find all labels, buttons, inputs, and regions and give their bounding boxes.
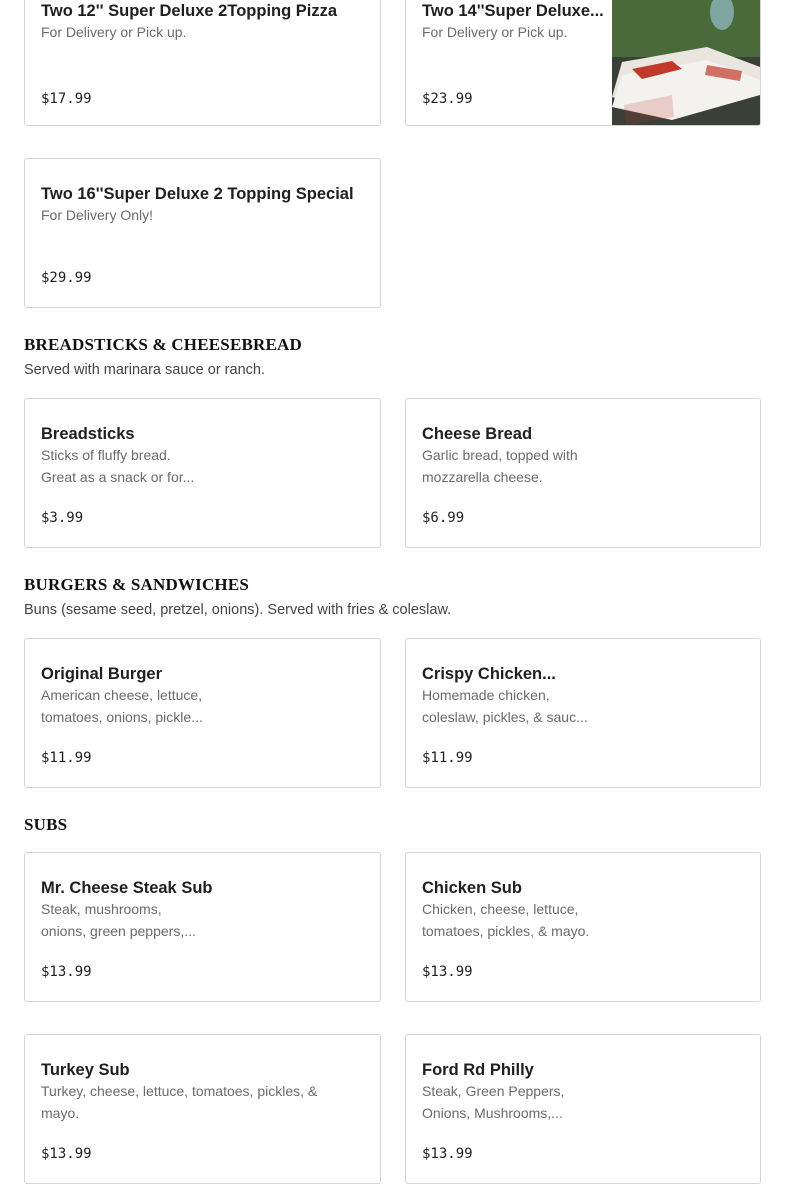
menu-item-name: Turkey Sub (41, 1061, 130, 1079)
menu-item-price: $13.99 (422, 964, 473, 980)
menu-item-name: Two 12'' Super Deluxe 2Topping Pizza (41, 2, 338, 20)
menu-item-price: $3.99 (41, 510, 84, 526)
menu-item-card[interactable] (24, 0, 381, 126)
menu-item-card[interactable] (24, 1034, 381, 1184)
menu-item-name: Breadsticks (41, 425, 135, 443)
menu-item-description: For Delivery or Pick up. (41, 24, 187, 40)
menu-item-price: $11.99 (422, 750, 473, 766)
menu-item-description: Chicken, cheese, lettuce, tomatoes, pickles, & mayo. (422, 901, 590, 939)
menu-item-name: Mr. Cheese Steak Sub (41, 879, 213, 897)
menu-item-description: Sticks of fluffy bread. Great as a snack or for... (41, 447, 195, 485)
menu-item-description: Turkey, cheese, lettuce, tomatoes, pickles, & mayo. (41, 1083, 318, 1121)
menu-item-name: Two 16''Super Deluxe 2 Topping Special (41, 185, 354, 203)
section-title: BURGERS & SANDWICHES (24, 575, 250, 594)
menu-item-card[interactable] (405, 0, 761, 126)
menu-item-price: $29.99 (41, 270, 92, 286)
menu-item-name: Ford Rd Philly (422, 1061, 534, 1079)
menu-item-description: Steak, Green Peppers, Onions, Mushrooms,... (422, 1083, 565, 1121)
menu-item-name: Cheese Bread (422, 425, 533, 443)
menu-item-description: American cheese, lettuce, tomatoes, onions, pickle... (41, 687, 203, 725)
menu-item-price: $13.99 (422, 1146, 473, 1162)
menu-item-card[interactable] (24, 852, 381, 1002)
section-title: SUBS (24, 815, 68, 834)
menu-item-card[interactable] (405, 852, 761, 1002)
menu-item-name: Original Burger (41, 665, 163, 683)
menu-item-name: Chicken Sub (422, 879, 522, 897)
menu-item-card[interactable] (405, 1034, 761, 1184)
section-title: BREADSTICKS & CHEESEBREAD (24, 335, 303, 354)
menu-item-price: $13.99 (41, 1146, 92, 1162)
menu-item-description: Garlic bread, topped with mozzarella cheese. (422, 447, 578, 485)
pizza-boxes-image (612, 0, 760, 126)
menu-item-price: $23.99 (422, 91, 473, 107)
menu-item-price: $11.99 (41, 750, 92, 766)
menu-item-card[interactable] (405, 398, 761, 548)
menu-item-price: $13.99 (41, 964, 92, 980)
pizza-boxes-photo (612, 0, 760, 125)
menu-item-description: Homemade chicken, coleslaw, pickles, & sauc... (422, 687, 588, 725)
menu-item-description: For Delivery or Pick up. (422, 24, 568, 40)
menu-item-description: Steak, mushrooms, onions, green peppers,... (41, 901, 196, 939)
menu-item-price: $6.99 (422, 510, 465, 526)
menu-item-name: Two 14''Super Deluxe... (422, 2, 604, 20)
menu-item-card[interactable] (24, 158, 381, 308)
menu-item-card[interactable] (24, 398, 381, 548)
section-description: Served with marinara sauce or ranch. (24, 362, 265, 378)
menu-item-description: For Delivery Only! (41, 207, 154, 223)
menu-item-card[interactable] (24, 638, 381, 788)
menu-item-name: Crispy Chicken... (422, 665, 556, 683)
menu-item-card[interactable] (405, 638, 761, 788)
section-description: Buns (sesame seed, pretzel, onions). Served with fries & coleslaw. (24, 602, 452, 618)
menu-item-price: $17.99 (41, 91, 92, 107)
